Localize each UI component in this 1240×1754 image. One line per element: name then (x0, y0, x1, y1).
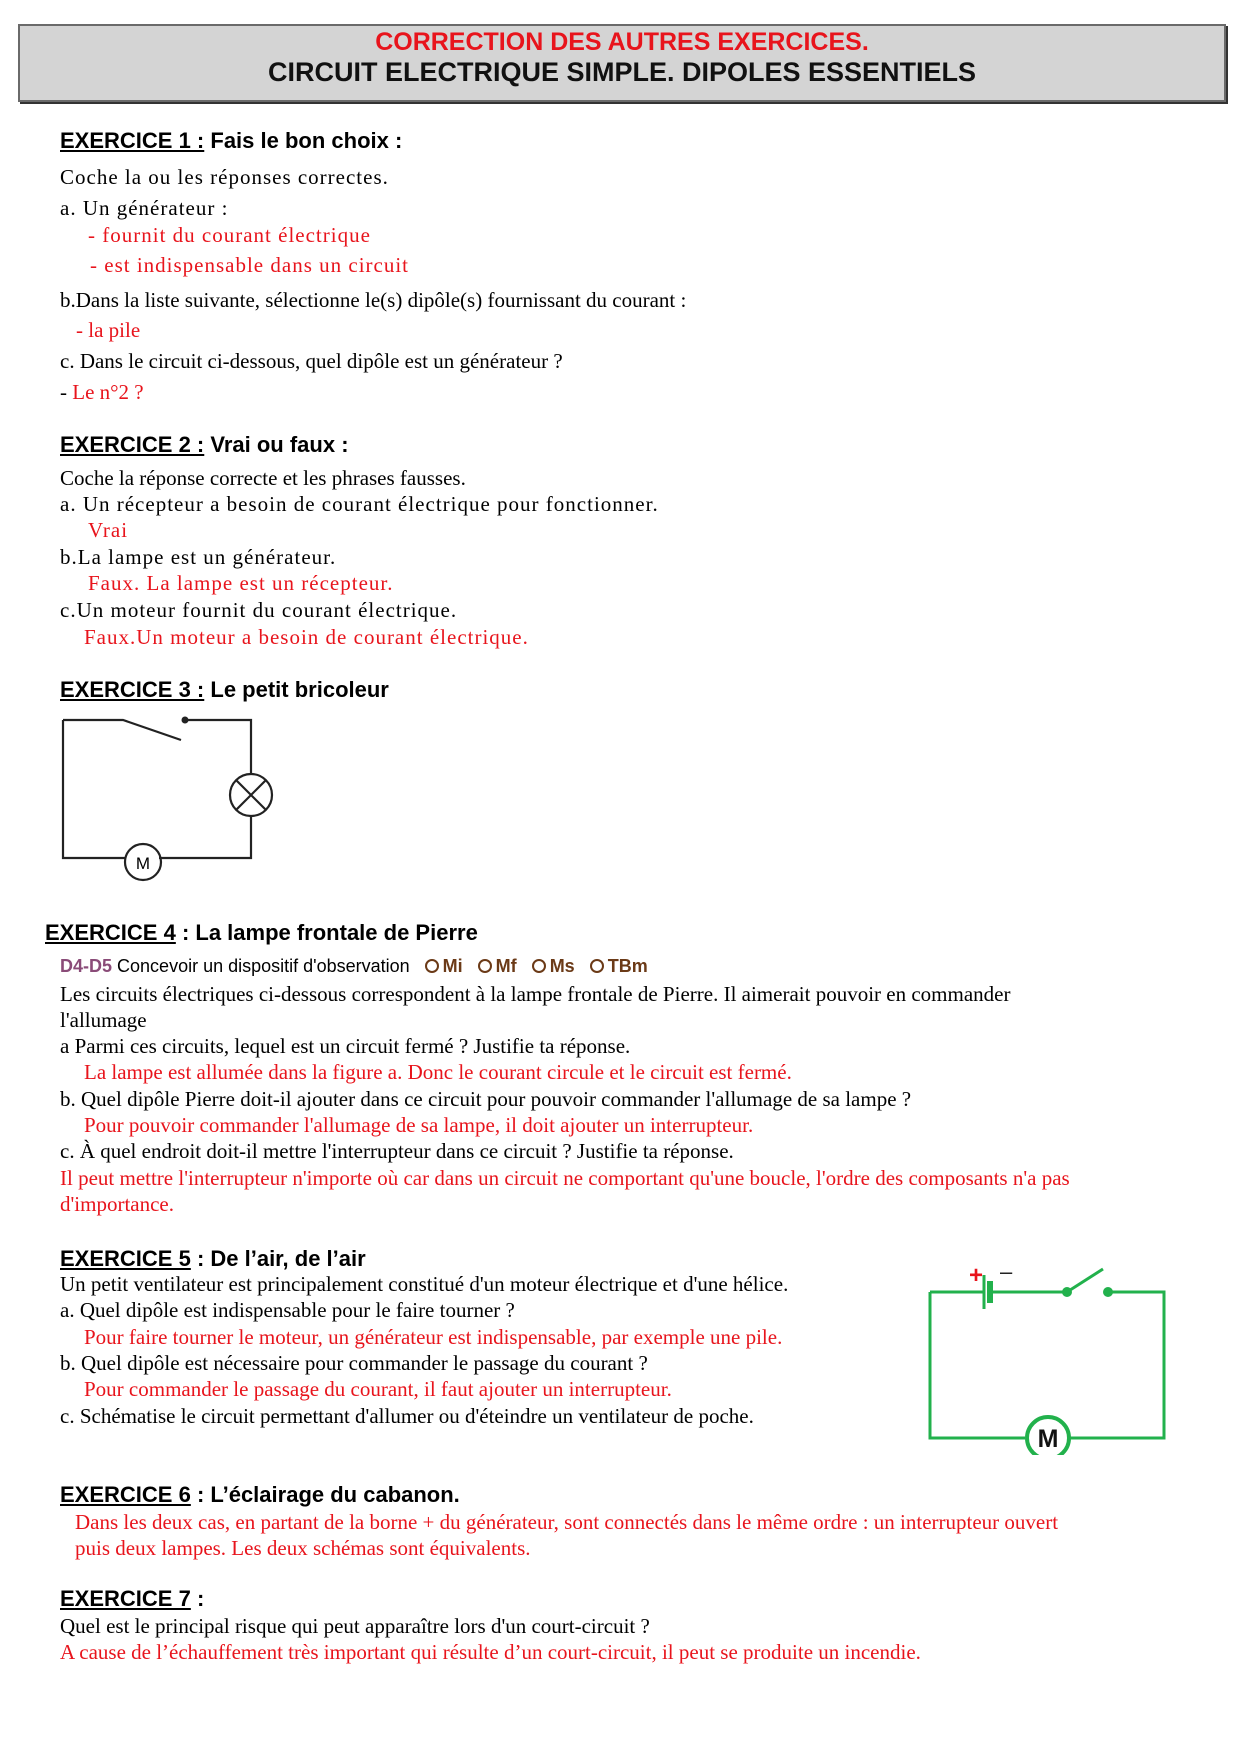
ex6-answer-line1: Dans les deux cas, en partant de la borne + du générateur, sont connectés dans le même ordre : un interrupteur ouvert (75, 1510, 1059, 1534)
ex3-label: EXERCICE 3 : (60, 677, 205, 702)
level-checkbox-mf[interactable] (478, 959, 492, 973)
ex2-title: Vrai ou faux : (204, 432, 349, 457)
ex7-question: Quel est le principal risque qui peut apparaître lors d'un court-circuit ? (60, 1614, 650, 1638)
ex1-heading (60, 128, 402, 154)
ex2-answer-b: Faux. La lampe est un récepteur. (88, 571, 394, 595)
competence-code: D4-D5 (60, 956, 113, 976)
ex2-intro: Coche la réponse correcte et les phrases fausses. (60, 466, 466, 490)
switch-contact (1103, 1287, 1113, 1297)
ex4-answer-b: Pour pouvoir commander l'allumage de sa lampe, il doit ajouter un interrupteur. (84, 1113, 754, 1137)
header-line2: CIRCUIT ELECTRIQUE SIMPLE. DIPOLES ESSENTIELS (267, 57, 977, 87)
switch-contact (182, 717, 189, 724)
ex5-wire-left (930, 1292, 1025, 1438)
ex4-competence (60, 956, 648, 977)
ex4-intro-line1: Les circuits électriques ci-dessous correspondent à la lampe frontale de Pierre. Il aimerait pouvoir en commander (60, 982, 1011, 1006)
ex4-intro-line2: l'allumage (60, 1008, 147, 1032)
ex7-answer: A cause de l’échauffement très important qui résulte d’un court-circuit, il peut se produite un incendie. (60, 1640, 921, 1664)
ex5-question-b: b. Quel dipôle est nécessaire pour commander le passage du courant ? (60, 1351, 648, 1375)
ex6-heading (60, 1482, 460, 1508)
ex5-question-a: a. Quel dipôle est indispensable pour le faire tourner ? (60, 1298, 515, 1322)
ex3-wire-top (185, 720, 251, 774)
ex5-plus-label: + (969, 1262, 984, 1289)
ex7-label: EXERCICE 7 (60, 1586, 191, 1611)
ex6-title: : L’éclairage du cabanon. (190, 1482, 460, 1507)
ex1-answer-a2: - est indispensable dans un circuit (90, 253, 410, 277)
ex2-answer-a: Vrai (88, 518, 129, 542)
ex7-title: : (190, 1586, 205, 1611)
ex5-switch-blade (1067, 1269, 1103, 1292)
ex3-switch-blade (63, 720, 181, 740)
level-label-mf: Mf (495, 956, 517, 976)
ex1-answer-c (60, 380, 144, 405)
level-checkbox-ms[interactable] (532, 959, 546, 973)
ex3-motor-label: M (135, 854, 151, 873)
ex4-title: : La lampe frontale de Pierre (175, 920, 478, 945)
ex1-answer-c-text: Le n°2 ? (72, 380, 144, 404)
ex4-question-a: a Parmi ces circuits, lequel est un circuit fermé ? Justifie ta réponse. (60, 1034, 631, 1058)
ex3-circuit-diagram (55, 710, 285, 895)
ex6-label: EXERCICE 6 (60, 1482, 191, 1507)
ex5-answer-a: Pour faire tourner le moteur, un générateur est indispensable, par exemple une pile. (84, 1325, 783, 1349)
ex1-question-c: c. Dans le circuit ci-dessous, quel dipôle est un générateur ? (60, 349, 563, 373)
ex4-answer-c-line2: d'importance. (60, 1192, 174, 1216)
ex5-title: : De l’air, de l’air (190, 1246, 366, 1271)
ex5-heading (60, 1246, 366, 1272)
ex5-wire-right (1070, 1292, 1164, 1438)
ex3-title: Le petit bricoleur (204, 677, 389, 702)
ex2-label: EXERCICE 2 : (60, 432, 205, 457)
ex1-answer-c-dash: - (60, 380, 73, 404)
ex5-label: EXERCICE 5 (60, 1246, 191, 1271)
header-box (18, 24, 1226, 102)
level-label-mi: Mi (442, 956, 463, 976)
ex4-question-b: b. Quel dipôle Pierre doit-il ajouter dans ce circuit pour pouvoir commander l'allumage de sa lampe ? (60, 1087, 912, 1111)
ex2-question-c: c.Un moteur fournit du courant électrique. (60, 598, 458, 622)
ex3-wire-left (63, 720, 126, 858)
ex2-answer-c: Faux.Un moteur a besoin de courant électrique. (84, 625, 529, 649)
level-checkbox-tbm[interactable] (590, 959, 604, 973)
ex1-title: Fais le bon choix : (204, 128, 403, 153)
ex5-answer-b: Pour commander le passage du courant, il faut ajouter un interrupteur. (84, 1377, 672, 1401)
switch-pivot (1062, 1287, 1072, 1297)
ex3-wire-right (159, 816, 251, 858)
ex5-motor-label: M (1037, 1425, 1059, 1453)
ex7-heading (60, 1586, 204, 1612)
ex4-heading (45, 920, 478, 946)
level-label-ms: Ms (549, 956, 575, 976)
ex1-answer-a1: - fournit du courant électrique (88, 223, 371, 247)
ex5-minus-label: – (1000, 1259, 1013, 1284)
ex4-answer-c-line1: Il peut mettre l'interrupteur n'importe où car dans un circuit ne comportant qu'une boucle, l'ordre des composants n'a pas (60, 1166, 1070, 1190)
ex1-intro: Coche la ou les réponses correctes. (60, 165, 389, 189)
ex1-question-a: a. Un générateur : (60, 196, 229, 220)
ex4-answer-a: La lampe est allumée dans la figure a. Donc le courant circule et le circuit est fermé. (84, 1060, 792, 1084)
ex5-question-c: c. Schématise le circuit permettant d'allumer ou d'éteindre un ventilateur de poche. (60, 1404, 754, 1428)
ex2-question-a: a. Un récepteur a besoin de courant électrique pour fonctionner. (60, 492, 659, 516)
ex4-label: EXERCICE 4 (45, 920, 176, 945)
ex1-question-b: b.Dans la liste suivante, sélectionne le(s) dipôle(s) fournissant du courant : (60, 288, 687, 312)
header-line1: CORRECTION DES AUTRES EXERCICES. (375, 28, 869, 56)
competence-text: Concevoir un dispositif d'observation (117, 956, 410, 976)
ex4-question-c: c. À quel endroit doit-il mettre l'interrupteur dans ce circuit ? Justifie ta réponse. (60, 1139, 734, 1163)
level-checkbox-mi[interactable] (425, 959, 439, 973)
lamp-cross (236, 780, 266, 810)
ex1-label: EXERCICE 1 : (60, 128, 205, 153)
ex1-answer-b: - la pile (76, 318, 141, 342)
ex3-heading (60, 677, 389, 703)
ex2-question-b: b.La lampe est un générateur. (60, 545, 337, 569)
ex5-intro: Un petit ventilateur est principalement constitué d'un moteur électrique et d'une hélice. (60, 1272, 789, 1296)
ex5-circuit-diagram (920, 1255, 1170, 1455)
level-label-tbm: TBm (607, 956, 648, 976)
ex6-answer-line2: puis deux lampes. Les deux schémas sont équivalents. (75, 1536, 531, 1560)
ex2-heading (60, 432, 349, 458)
